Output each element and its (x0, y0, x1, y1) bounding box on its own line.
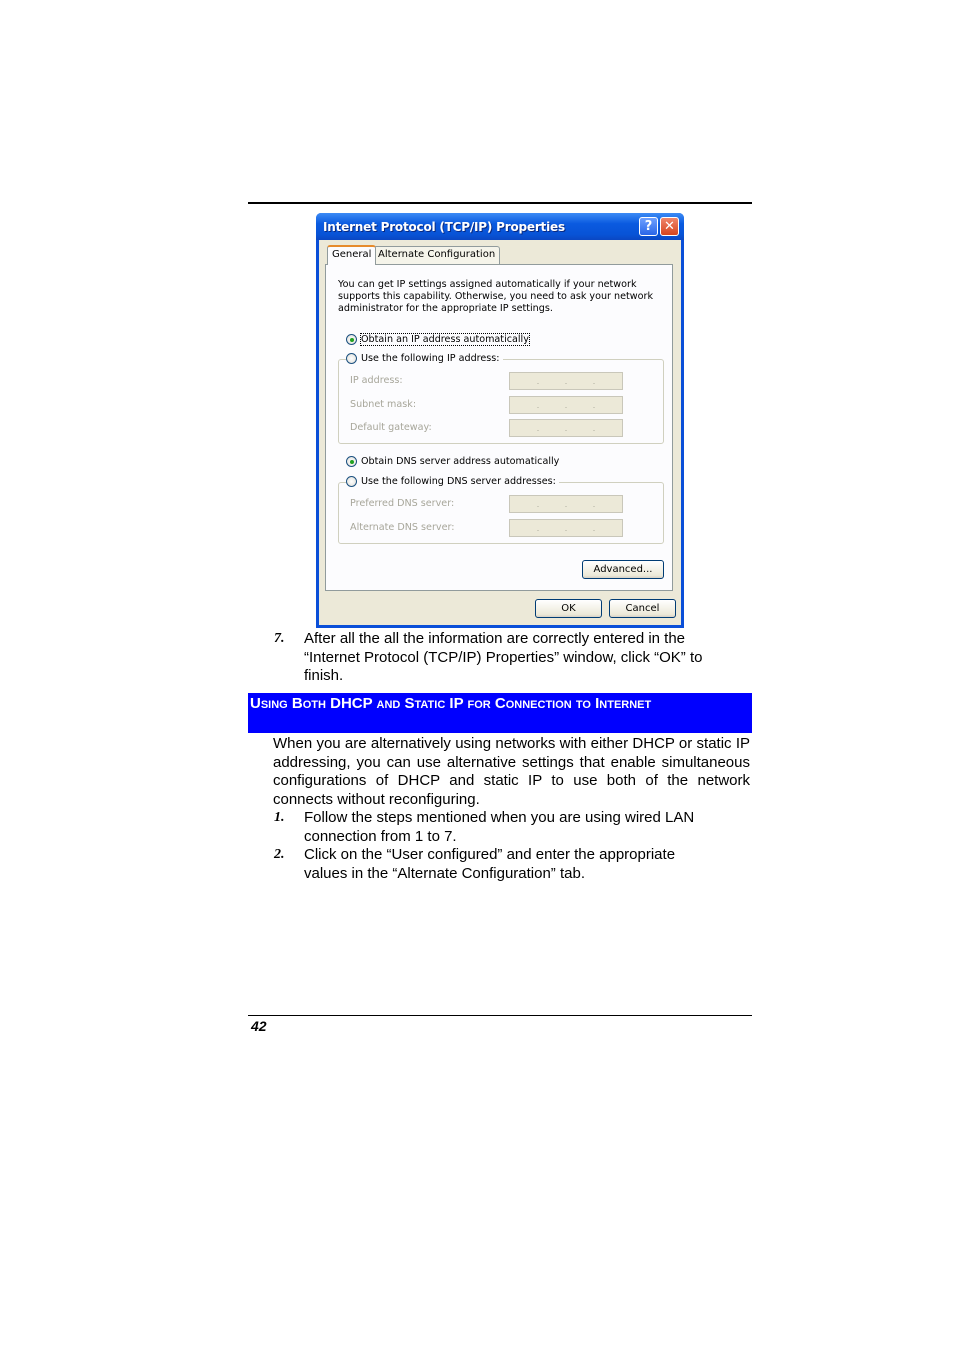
step-2-text: Click on the “User configured” and enter the appropriate values in the “Alternate Configuration” tab. (304, 846, 676, 882)
obtain-dns-auto-label: Obtain DNS server address automatically (361, 456, 560, 467)
default-gateway-label: Default gateway: (350, 422, 432, 433)
use-following-dns-label: Use the following DNS server addresses: (361, 476, 556, 487)
radio-selected-icon (346, 456, 357, 467)
ip-address-input[interactable]: . . . (509, 372, 623, 390)
use-following-ip-label: Use the following IP address: (361, 353, 500, 364)
ok-button[interactable]: OK (535, 599, 602, 618)
subnet-mask-label: Subnet mask: (350, 399, 417, 410)
obtain-ip-auto-radio[interactable] (346, 334, 529, 345)
alternate-dns-label: Alternate DNS server: (350, 522, 455, 533)
use-following-ip-radio[interactable] (346, 353, 503, 364)
tcpip-properties-dialog (316, 213, 684, 628)
step-1-text: Follow the steps mentioned when you are using wired LAN connection from 1 to 7. (304, 809, 695, 845)
dialog-title: Internet Protocol (TCP/IP) Properties (323, 220, 565, 234)
tab-alternate-configuration[interactable]: Alternate Configuration (373, 246, 500, 264)
step-2-number: 2. (274, 847, 285, 862)
step-1-number: 1. (274, 810, 285, 825)
intro-text: You can get IP settings assigned automatically if your network supports this capability. Otherwise, you need to ask your network administrator for the appropriate IP settings. (338, 279, 654, 314)
ip-address-label: IP address: (350, 375, 403, 386)
footer-rule (248, 1015, 752, 1016)
help-button[interactable] (639, 217, 658, 236)
radio-unselected-icon (346, 353, 357, 364)
section-paragraph: When you are alternatively using networks with either DHCP or static IP addressing, you can use alternative settings that enable simultaneous configurations of DHCP and static IP to use both of the network connects without reconfiguring. (273, 735, 750, 808)
subnet-mask-input[interactable]: . . . (509, 396, 623, 414)
section-heading: Using Both DHCP and Static IP for Connection to Internet (248, 693, 752, 733)
use-following-dns-radio[interactable] (346, 476, 559, 487)
dialog-titlebar[interactable] (316, 213, 684, 240)
obtain-ip-auto-label: Obtain an IP address automatically (361, 334, 529, 345)
radio-unselected-icon (346, 476, 357, 487)
cancel-button[interactable]: Cancel (609, 599, 676, 618)
preferred-dns-label: Preferred DNS server: (350, 498, 455, 509)
page-number: 42 (251, 1018, 267, 1034)
tab-general[interactable]: General (327, 245, 376, 265)
default-gateway-input[interactable]: . . . (509, 419, 623, 437)
obtain-dns-auto-radio[interactable] (346, 456, 559, 467)
step-7-number: 7. (274, 631, 285, 646)
close-button[interactable] (660, 217, 679, 236)
close-icon: ✕ (664, 219, 675, 234)
header-rule (248, 202, 752, 204)
dialog-client (319, 240, 681, 625)
alternate-dns-input[interactable]: . . . (509, 519, 623, 537)
radio-selected-icon (346, 334, 357, 345)
advanced-button[interactable]: Advanced... (582, 560, 664, 579)
general-tab-panel (325, 264, 673, 591)
preferred-dns-input[interactable]: . . . (509, 495, 623, 513)
step-7-text: After all the all the information are correctly entered in the “Internet Protocol (TCP/IP) Properties” window, click “OK” to finish. (304, 630, 703, 684)
help-icon: ? (644, 219, 653, 234)
